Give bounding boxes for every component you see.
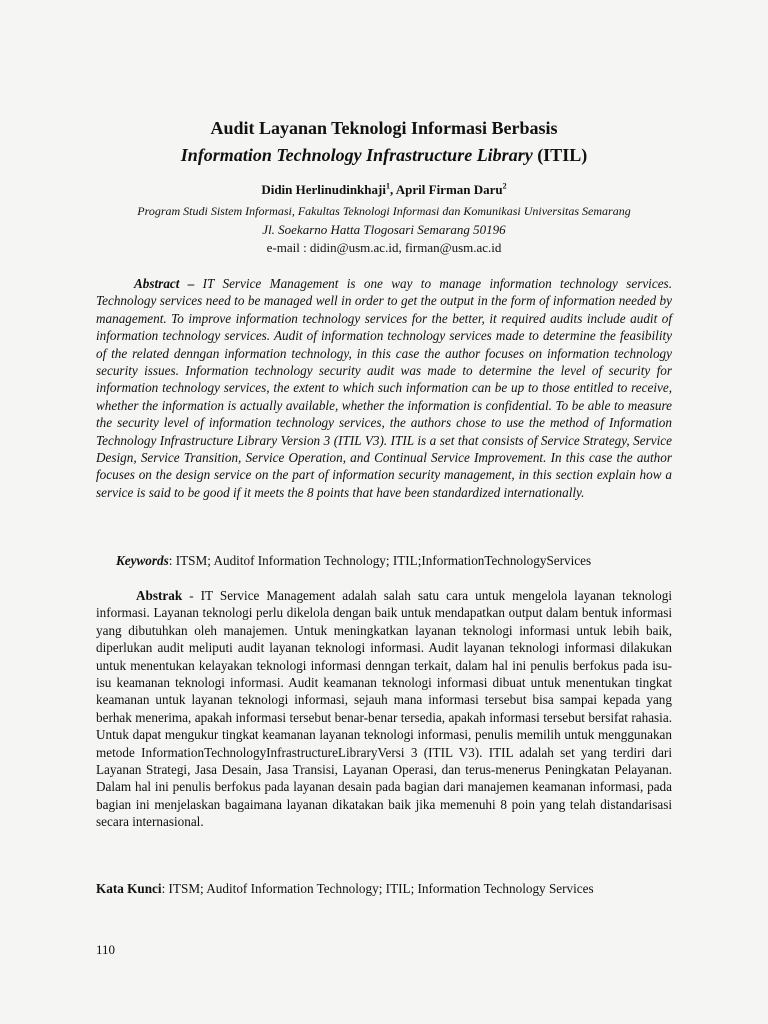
paper-title (60, 116, 708, 140)
abstrak-body: - IT Service Management adalah salah satu cara untuk mengelola layanan teknologi informasi. Layanan teknologi perlu dikelola dengan baik untuk mendapatkan output dalam bentuk informasi yang dibutuhkan oleh manajemen. Untuk meningkatkan layanan teknologi informasi untuk lebih baik, diperlukan audit meliputi audit layanan teknologi informasi. Audit layanan teknologi informasi dilakukan untuk menentukan kelayakan teknologi informasi denngan terkait, dalam hal ini penulis berfokus pada isu-isu keamanan teknologi informasi. Audit keamanan teknologi informasi dibuat untuk menentukan tingkat keamanan untuk layanan teknologi informasi, sejauh mana informasi tersebut bisa sampai kepada yang berhak menerima, apakah informasi tersebut benar-benar tersedia, apakah informasi tersebut bersifat rahasia. Untuk dapat mengukur tingkat keamanan layanan teknologi informasi, penulis memilih untuk menggunakan metode InformationTechnologyInfrastructureLibraryVersi 3 (ITIL V3). ITIL adalah set yang terdiri dari Layanan Strategi, Jasa Desain, Jasa Transisi, Layanan Operasi, dan terus-menerus Peningkatan Pelayanan. Dalam hal ini penulis berfokus pada layanan desain pada bagian dari manajemen keamanan informasi, pada bagian ini menjelaskan bagaimana layanan dikatakan baik jika memenuhi 8 poin yang telah distandarisasi secara internasional. (96, 588, 672, 830)
author-2-name: April Firman Daru (395, 182, 503, 197)
affiliation: Program Studi Sistem Informasi, Fakultas Teknologi Informasi dan Komunikasi Universitas Semarang (137, 204, 631, 218)
abstract-indonesian (96, 587, 672, 831)
keywords-body: : ITSM; Auditof Information Technology; ITIL;InformationTechnologyServices (168, 553, 592, 568)
keywords-indonesian (96, 880, 672, 897)
author-1-name: Didin Herlinudinkhaji (261, 182, 386, 197)
subtitle-italic: Information Technology Infrastructure Library (180, 145, 533, 165)
author-separator: , (389, 182, 396, 197)
kata-kunci-label: Kata Kunci (96, 881, 162, 896)
abstrak-label: Abstrak (136, 588, 183, 603)
address: Jl. Soekarno Hatta Tlogosari Semarang 50196 (262, 222, 506, 237)
author-1-affil-mark: 1 (385, 181, 390, 191)
title-line-1: Audit Layanan Teknologi Informasi Berbasis (210, 118, 558, 138)
authors-line (60, 181, 708, 199)
subtitle-suffix: (ITIL) (532, 145, 588, 165)
paper-subtitle (60, 143, 708, 167)
abstract-label: Abstract – (134, 276, 195, 291)
keywords-english (96, 552, 672, 569)
page-number: 110 (96, 942, 116, 957)
abstract-body: IT Service Management is one way to manage information technology services. Technology services need to be managed well in order to get the output in the form of information needed by management. To improve information technology services for the better, it required audits include audit of information technology services. Audit of information technology services made to determine the feasibility of the related denngan information technology, in this case the author focuses on information technology security issues. Information technology security audit was made to determine the level of security for information technology services, the extent to which such information can be up to those entitled to receive, whether the information is actually available, whether the information is confidential. To be able to measure the security level of information technology services, the authors chose to use the method of Information Technology Infrastructure Library Version 3 (ITIL V3). ITIL is a set that consists of Service Strategy, Service Design, Service Transition, Service Operation, and Continual Service Improvement. In this case the author focuses on the design service on the part of information security management, in this section explain how a service is said to be good if it meets the 8 points that have been standardized internationally. (96, 276, 672, 500)
email-line: e-mail : didin@usm.ac.id, firman@usm.ac.id (266, 240, 502, 255)
kata-kunci-body: : ITSM; Auditof Information Technology; ITIL; Information Technology Services (161, 881, 594, 896)
author-2-affil-mark: 2 (502, 181, 507, 191)
abstract-english (96, 275, 672, 501)
keywords-label: Keywords (116, 553, 169, 568)
